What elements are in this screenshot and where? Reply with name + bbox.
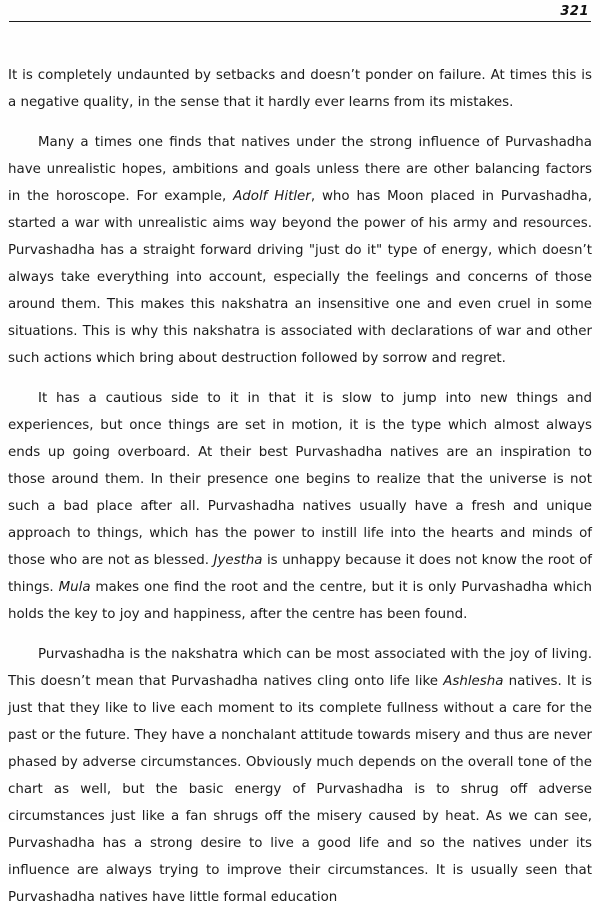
text-run: , who has Moon placed in Purvashadha, started a war with unrealistic aims way beyond the power of his army and resources. Purvashadha has a straight forward driving "just do it" type of energy, which doesn’t always take everything into account, especially the feelings and concerns of those around them. This makes this nakshatra an insensitive one and even cruel in some situations. This is why this nakshatra is associated with declarations of war and other such actions which bring about destruction followed by sorrow and regret. xyxy=(8,189,592,366)
italic-text-run: Jyestha xyxy=(213,553,263,568)
page-body xyxy=(7,22,593,911)
text-run: Many a times one finds that natives under the strong influence of Purvashadha have unrealistic hopes, ambitions and goals unless there are other balancing factors in the horoscope. For example, xyxy=(8,135,592,204)
page-header xyxy=(7,4,593,21)
text-run: natives. It is just that they like to live each moment to its complete fullness without a care for the past or the future. They have a nonchalant attitude towards misery and thus are never phased by adverse circumstances. Obviously much depends on the overall tone of the chart as well, but the basic energy of Purvashadha is to shrug off adverse circumstances just like a fan shrugs off the misery caused by heat. As we can see, Purvashadha has a strong desire to live a good life and so the natives under its influence are always trying to improve their circumstances. It is usually seen that Purvashadha natives have little formal education xyxy=(8,674,592,905)
italic-text-run: Adolf Hitler xyxy=(233,189,311,204)
text-run: makes one find the root and the centre, but it is only Purvashadha which holds the key to joy and happiness, after the centre has been found. xyxy=(8,580,593,622)
page-number: 321 xyxy=(560,4,589,19)
text-run: It has a cautious side to it in that it is slow to jump into new things and experiences, but once things are set in motion, it is the type which almost always ends up going overboard. At their best Purvashadha natives are an inspiration to those around them. In their presence one begins to realize that the universe is not such a bad place after all. Purvashadha natives usually have a fresh and unique approach to things, which has the power to instill life into the hearts and minds of those who are not as blessed. xyxy=(8,391,592,568)
paragraph xyxy=(8,385,592,628)
paragraph xyxy=(8,62,592,116)
text-run: is unhappy because it does not know the root of things. xyxy=(8,553,592,595)
paragraph xyxy=(8,641,592,911)
italic-text-run: Ashlesha xyxy=(443,674,504,689)
italic-text-run: Mula xyxy=(58,580,91,595)
text-run: It is completely undaunted by setbacks and doesn’t ponder on failure. At times this is a negative quality, in the sense that it hardly ever learns from its mistakes. xyxy=(8,68,592,110)
paragraph xyxy=(8,129,592,372)
text-run: Purvashadha is the nakshatra which can be most associated with the joy of living. This doesn’t mean that Purvashadha natives cling onto life like xyxy=(8,647,592,689)
